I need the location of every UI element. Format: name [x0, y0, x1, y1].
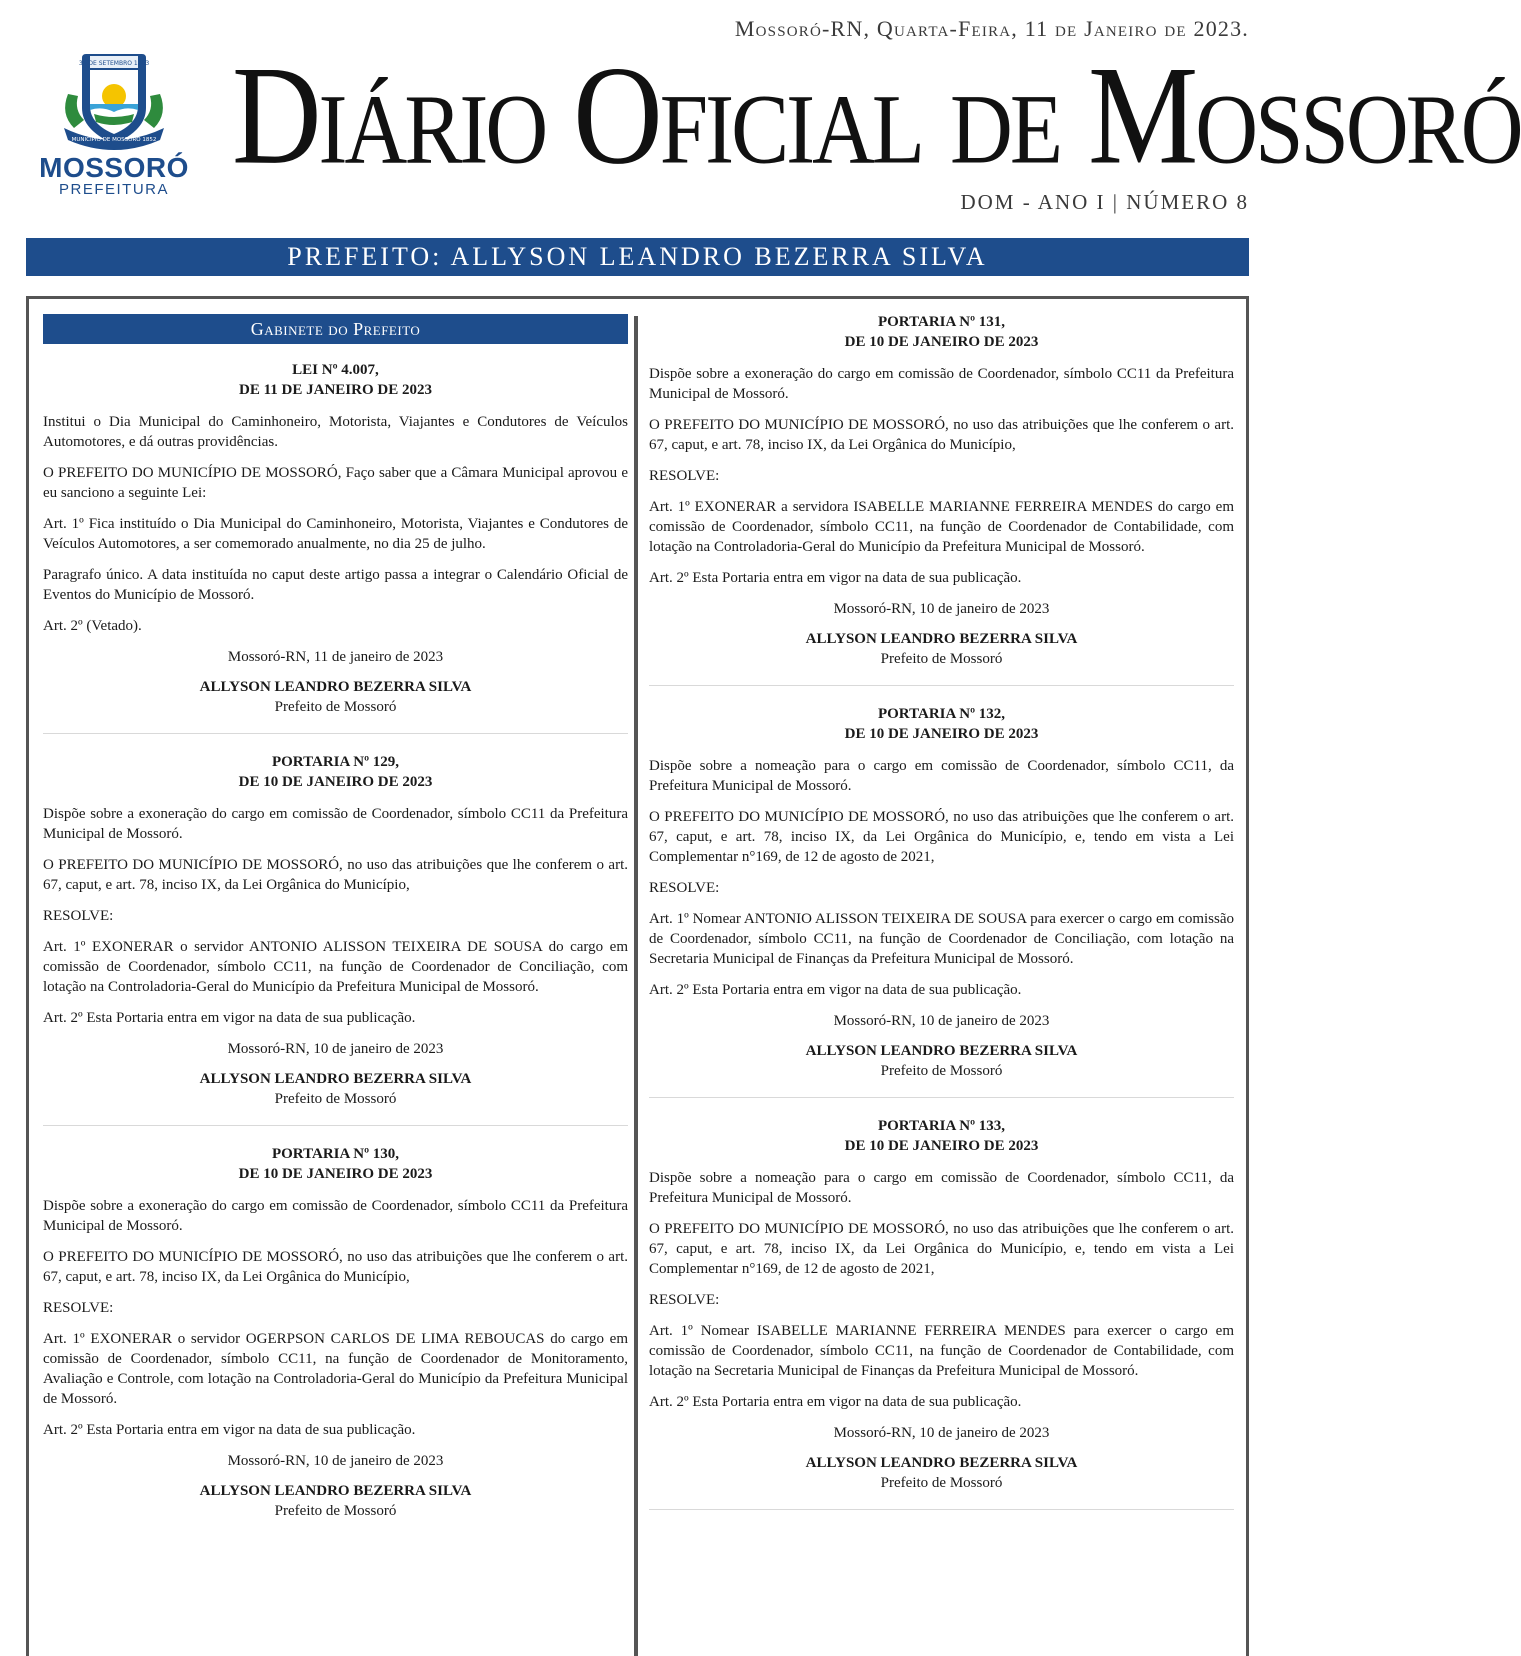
act-portaria-131 — [649, 312, 1234, 669]
act-number: PORTARIA Nº 129, — [271, 754, 400, 770]
dateline: Mossoró-RN, Quarta-Feira, 11 de Janeiro de 2023. — [734, 16, 1249, 41]
act-resolve: RESOLVE: — [43, 908, 114, 924]
act-separator — [43, 1125, 628, 1126]
signer-name: ALLYSON LEANDRO BEZERRA SILVA — [805, 1455, 1078, 1471]
act-place-date: Mossoró-RN, 10 de janeiro de 2023 — [227, 1453, 444, 1469]
act-resolve: RESOLVE: — [649, 880, 720, 896]
act-article: Art. 2º Esta Portaria entra em vigor na data de sua publicação. — [43, 1422, 416, 1438]
act-article: Art. 2º Esta Portaria entra em vigor na data de sua publicação. — [649, 570, 1022, 586]
act-date: DE 10 DE JANEIRO DE 2023 — [238, 1166, 433, 1182]
act-separator — [43, 733, 628, 734]
act-date: DE 11 DE JANEIRO DE 2023 — [239, 382, 432, 398]
coat-of-arms-icon — [54, 48, 174, 152]
mayor-banner: PREFEITO: ALLYSON LEANDRO BEZERRA SILVA — [26, 238, 1249, 276]
signer-name: ALLYSON LEANDRO BEZERRA SILVA — [199, 679, 472, 695]
act-place-date: Mossoró-RN, 10 de janeiro de 2023 — [833, 601, 1050, 617]
signer-role: Prefeito de Mossoró — [880, 651, 1003, 667]
left-column — [43, 314, 628, 1521]
act-article: Art. 1º EXONERAR o servidor OGERPSON CARLOS DE LIMA REBOUCAS do cargo em comissão de Coordenador, símbolo CC11, na função de Coordenador de Monitoramento, Avaliação e Controle, com lotação na Controladoria-Geral do Município da Prefeitura Municipal de Mossoró. — [43, 1331, 628, 1407]
act-portaria-132 — [649, 704, 1234, 1081]
act-article: Art. 1º Nomear ANTONIO ALISSON TEIXEIRA DE SOUSA para exercer o cargo em comissão de Coordenador, símbolo CC11, na função de Coordenador de Conciliação, com lotação na Secretaria Municipal de Finanças da Prefeitura Municipal de Mossoró. — [649, 911, 1234, 967]
act-title — [43, 360, 628, 400]
act-article: Art. 2º Esta Portaria entra em vigor na data de sua publicação. — [649, 1394, 1022, 1410]
logo-name: MOSSORÓ — [39, 152, 189, 183]
act-resolve: RESOLVE: — [43, 1300, 114, 1316]
act-title — [43, 1144, 628, 1184]
act-number: LEI Nº 4.007, — [292, 362, 379, 378]
act-separator — [649, 1509, 1234, 1510]
act-place-date: Mossoró-RN, 10 de janeiro de 2023 — [227, 1041, 444, 1057]
act-article: Art. 1º Fica instituído o Dia Municipal do Caminhoneiro, Motorista, Viajantes e Condutores de Veículos Automotores, a ser comemorado anualmente, no dia 25 de julho. — [43, 516, 628, 552]
prefeitura-logo — [26, 48, 202, 204]
act-portaria-130 — [43, 1144, 628, 1521]
act-preamble: O PREFEITO DO MUNICÍPIO DE MOSSORÓ, no uso das atribuições que lhe conferem o art. 67, caput, e art. 78, inciso IX, da Lei Orgânica do Município, — [43, 1249, 628, 1285]
act-title — [43, 752, 628, 792]
signer-role: Prefeito de Mossoró — [880, 1063, 1003, 1079]
act-date: DE 10 DE JANEIRO DE 2023 — [844, 334, 1039, 350]
act-resolve: RESOLVE: — [649, 1292, 720, 1308]
act-preamble: O PREFEITO DO MUNICÍPIO DE MOSSORÓ, no uso das atribuições que lhe conferem o art. 67, caput, e art. 78, inciso IX, da Lei Orgânica do Município, — [43, 857, 628, 893]
edition-number: DOM - ANO I | NÚMERO 8 — [960, 190, 1249, 214]
act-number: PORTARIA Nº 132, — [877, 706, 1006, 722]
act-title — [649, 704, 1234, 744]
act-lei-4007 — [43, 360, 628, 717]
ribbon-text: MUNICÍPIO DE MOSSORÓ 1852 — [71, 137, 157, 143]
act-preamble: O PREFEITO DO MUNICÍPIO DE MOSSORÓ, Faço saber que a Câmara Municipal aprovou e eu sanciono a seguinte Lei: — [43, 465, 628, 501]
right-column — [649, 314, 1234, 1528]
act-place-date: Mossoró-RN, 10 de janeiro de 2023 — [833, 1425, 1050, 1441]
masthead-title: Diário Oficial de Mossoró — [232, 37, 1521, 194]
act-portaria-129 — [43, 752, 628, 1109]
column-divider — [634, 316, 638, 1656]
section-header: Gabinete do Prefeito — [43, 314, 628, 344]
act-portaria-133 — [649, 1116, 1234, 1493]
signer-role: Prefeito de Mossoró — [274, 699, 397, 715]
act-separator — [649, 685, 1234, 686]
act-title — [649, 312, 1234, 352]
act-summary: Institui o Dia Municipal do Caminhoneiro, Motorista, Viajantes e Condutores de Veículos Automotores, e dá outras providências. — [43, 414, 628, 450]
signer-name: ALLYSON LEANDRO BEZERRA SILVA — [805, 631, 1078, 647]
act-summary: Dispõe sobre a exoneração do cargo em comissão de Coordenador, símbolo CC11 da Prefeitura Municipal de Mossoró. — [43, 1198, 628, 1234]
act-article: Art. 1º Nomear ISABELLE MARIANNE FERREIRA MENDES para exercer o cargo em comissão de Coordenador, símbolo CC11, na função de Coordenador de Contabilidade, com lotação na Secretaria Municipal de Finanças da Prefeitura Municipal de Mossoró. — [649, 1323, 1234, 1379]
act-date: DE 10 DE JANEIRO DE 2023 — [844, 726, 1039, 742]
logo-subtitle: PREFEITURA — [58, 181, 169, 198]
act-summary: Dispõe sobre a exoneração do cargo em comissão de Coordenador, símbolo CC11 da Prefeitura Municipal de Mossoró. — [649, 366, 1234, 402]
act-summary: Dispõe sobre a nomeação para o cargo em comissão de Coordenador, símbolo CC11, da Prefeitura Municipal de Mossoró. — [649, 758, 1234, 794]
signer-role: Prefeito de Mossoró — [880, 1475, 1003, 1491]
act-preamble: O PREFEITO DO MUNICÍPIO DE MOSSORÓ, no uso das atribuições que lhe conferem o art. 67, caput, e art. 78, inciso IX, da Lei Orgânica do Município, e, tendo em vista a Lei Complementar n°169, de 12 de agosto de 2021, — [649, 809, 1234, 865]
act-resolve: RESOLVE: — [649, 468, 720, 484]
signer-name: ALLYSON LEANDRO BEZERRA SILVA — [199, 1071, 472, 1087]
act-article: Art. 2º (Vetado). — [43, 618, 142, 634]
act-paragraph: Paragrafo único. A data instituída no caput deste artigo passa a integrar o Calendário Oficial de Eventos do Município de Mossoró. — [43, 567, 628, 603]
act-title — [649, 1116, 1234, 1156]
act-number: PORTARIA Nº 130, — [271, 1146, 400, 1162]
act-preamble: O PREFEITO DO MUNICÍPIO DE MOSSORÓ, no uso das atribuições que lhe conferem o art. 67, caput, e art. 78, inciso IX, da Lei Orgânica do Município, e, tendo em vista a Lei Complementar n°169, de 12 de agosto de 2021, — [649, 1221, 1234, 1277]
act-place-date: Mossoró-RN, 11 de janeiro de 2023 — [227, 649, 444, 665]
act-separator — [649, 1097, 1234, 1098]
signer-name: ALLYSON LEANDRO BEZERRA SILVA — [199, 1483, 472, 1499]
act-place-date: Mossoró-RN, 10 de janeiro de 2023 — [833, 1013, 1050, 1029]
act-article: Art. 1º EXONERAR o servidor ANTONIO ALISSON TEIXEIRA DE SOUSA do cargo em comissão de Coordenador, símbolo CC11, na função de Coordenador de Conciliação, com lotação na Controladoria-Geral do Município da Prefeitura Municipal de Mossoró. — [43, 939, 628, 995]
act-date: DE 10 DE JANEIRO DE 2023 — [238, 774, 433, 790]
act-summary: Dispõe sobre a nomeação para o cargo em comissão de Coordenador, símbolo CC11, da Prefeitura Municipal de Mossoró. — [649, 1170, 1234, 1206]
page-header — [0, 0, 1521, 240]
act-article: Art. 1º EXONERAR a servidora ISABELLE MARIANNE FERREIRA MENDES do cargo em comissão de Coordenador, símbolo CC11, na função de Coordenador de Contabilidade, com lotação na Controladoria-Geral do Município da Prefeitura Municipal de Mossoró. — [649, 499, 1234, 555]
act-article: Art. 2º Esta Portaria entra em vigor na data de sua publicação. — [43, 1010, 416, 1026]
signer-role: Prefeito de Mossoró — [274, 1091, 397, 1107]
signer-role: Prefeito de Mossoró — [274, 1503, 397, 1519]
act-preamble: O PREFEITO DO MUNICÍPIO DE MOSSORÓ, no uso das atribuições que lhe conferem o art. 67, caput, e art. 78, inciso IX, da Lei Orgânica do Município, — [649, 417, 1234, 453]
act-number: PORTARIA Nº 131, — [877, 314, 1006, 330]
act-number: PORTARIA Nº 133, — [877, 1118, 1006, 1134]
act-date: DE 10 DE JANEIRO DE 2023 — [844, 1138, 1039, 1154]
act-summary: Dispõe sobre a exoneração do cargo em comissão de Coordenador, símbolo CC11 da Prefeitura Municipal de Mossoró. — [43, 806, 628, 842]
seal-text: 30 DE SETEMBRO 1883 — [78, 60, 150, 67]
act-article: Art. 2º Esta Portaria entra em vigor na data de sua publicação. — [649, 982, 1022, 998]
signer-name: ALLYSON LEANDRO BEZERRA SILVA — [805, 1043, 1078, 1059]
